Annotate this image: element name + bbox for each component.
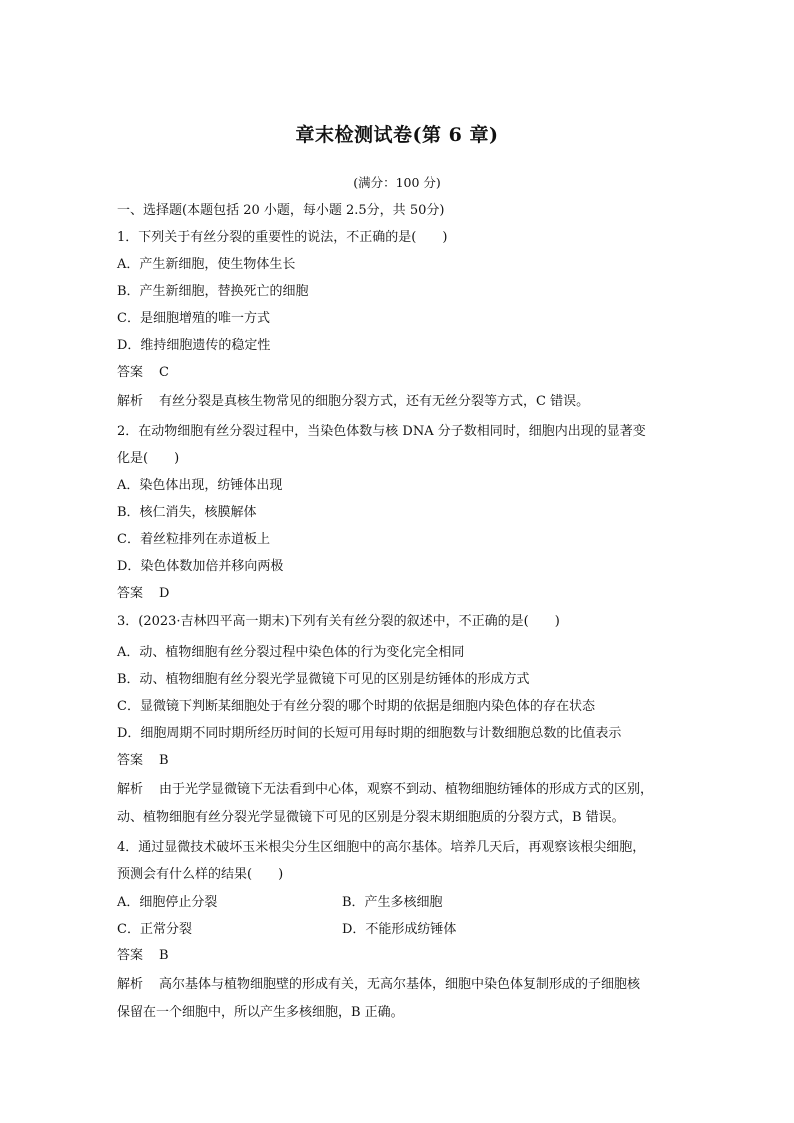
q3-option-a: A．动、植物细胞有丝分裂过程中染色体的行为变化完全相同 bbox=[117, 645, 465, 660]
q3-option-d: D．细胞周期不同时期所经历时间的长短可用每时期的细胞数与计数细胞总数的比值表示 bbox=[117, 726, 622, 741]
answer-label: 答案 bbox=[117, 753, 144, 768]
q2-answer bbox=[117, 586, 169, 602]
q4-option-c: C．正常分裂 bbox=[117, 922, 192, 937]
q1-answer bbox=[117, 365, 169, 381]
answer-label: 答案 bbox=[117, 586, 144, 601]
q2-stem-line1: 2．在动物细胞有丝分裂过程中，当染色体数与核 DNA 分子数相同时，细胞内出现的显著变 bbox=[117, 424, 646, 439]
answer-value: B bbox=[159, 753, 169, 768]
page-subtitle: (满分：100 分) bbox=[353, 175, 441, 190]
answer-label: 答案 bbox=[117, 365, 144, 380]
q2-option-b: B．核仁消失，核膜解体 bbox=[117, 505, 257, 520]
q2-option-c: C．着丝粒排列在赤道板上 bbox=[117, 532, 270, 547]
q1-explanation bbox=[117, 394, 589, 410]
q4-option-d: D．不能形成纺锤体 bbox=[342, 922, 457, 937]
q2-stem-line2: 化是( ) bbox=[117, 451, 180, 466]
q2-option-d: D．染色体数加倍并移向两极 bbox=[117, 559, 284, 574]
q1-option-c: C．是细胞增殖的唯一方式 bbox=[117, 311, 270, 326]
q4-option-a: A．细胞停止分裂 bbox=[117, 895, 218, 910]
q1-stem: 1．下列关于有丝分裂的重要性的说法，不正确的是( ) bbox=[117, 230, 448, 245]
explanation-text: 高尔基体与植物细胞壁的形成有关，无高尔基体，细胞中染色体复制形成的子细胞核 bbox=[159, 977, 641, 992]
section-heading: 一、选择题(本题包括 20 小题，每小题 2.5分，共 50分) bbox=[117, 203, 445, 218]
q3-option-b: B．动、植物细胞有丝分裂光学显微镜下可见的区别是纺锤体的形成方式 bbox=[117, 672, 530, 687]
q3-explanation-line1 bbox=[117, 782, 653, 798]
q4-option-b: B．产生多核细胞 bbox=[342, 895, 443, 910]
q1-option-b: B．产生新细胞，替换死亡的细胞 bbox=[117, 284, 309, 299]
q4-answer bbox=[117, 948, 169, 964]
q4-explanation-line1 bbox=[117, 977, 640, 993]
explanation-text: 有丝分裂是真核生物常见的细胞分裂方式，还有无丝分裂等方式，C 错误。 bbox=[159, 394, 590, 409]
explanation-text: 由于光学显微镜下无法看到中心体，观察不到动、植物细胞纺锤体的形成方式的区别， bbox=[159, 782, 654, 797]
answer-value: B bbox=[159, 948, 169, 963]
explanation-label: 解析 bbox=[117, 394, 144, 409]
explanation-label: 解析 bbox=[117, 782, 144, 797]
answer-label: 答案 bbox=[117, 948, 144, 963]
q3-answer bbox=[117, 753, 169, 769]
q4-stem-line1: 4．通过显微技术破坏玉米根尖分生区细胞中的高尔基体。培养几天后，再观察该根尖细胞， bbox=[117, 840, 646, 855]
q3-option-c: C．显微镜下判断某细胞处于有丝分裂的哪个时期的依据是细胞内染色体的存在状态 bbox=[117, 699, 595, 714]
q1-option-d: D．维持细胞遗传的稳定性 bbox=[117, 338, 271, 353]
q4-stem-line2: 预测会有什么样的结果( ) bbox=[117, 867, 284, 882]
q2-option-a: A．染色体出现，纺锤体出现 bbox=[117, 478, 283, 493]
answer-value: D bbox=[159, 586, 170, 601]
page-title: 章末检测试卷(第 6 章) bbox=[295, 124, 499, 146]
q3-explanation-line2: 动、植物细胞有丝分裂光学显微镜下可见的区别是分裂末期细胞质的分裂方式，B 错误。 bbox=[117, 810, 625, 825]
q3-stem: 3．(2023·吉林四平高一期末)下列有关有丝分裂的叙述中，不正确的是( ) bbox=[117, 614, 560, 629]
explanation-label: 解析 bbox=[117, 977, 144, 992]
q1-option-a: A．产生新细胞，使生物体生长 bbox=[117, 257, 296, 272]
q4-explanation-line2: 保留在一个细胞中，所以产生多核细胞，B 正确。 bbox=[117, 1005, 404, 1020]
answer-value: C bbox=[159, 365, 169, 380]
